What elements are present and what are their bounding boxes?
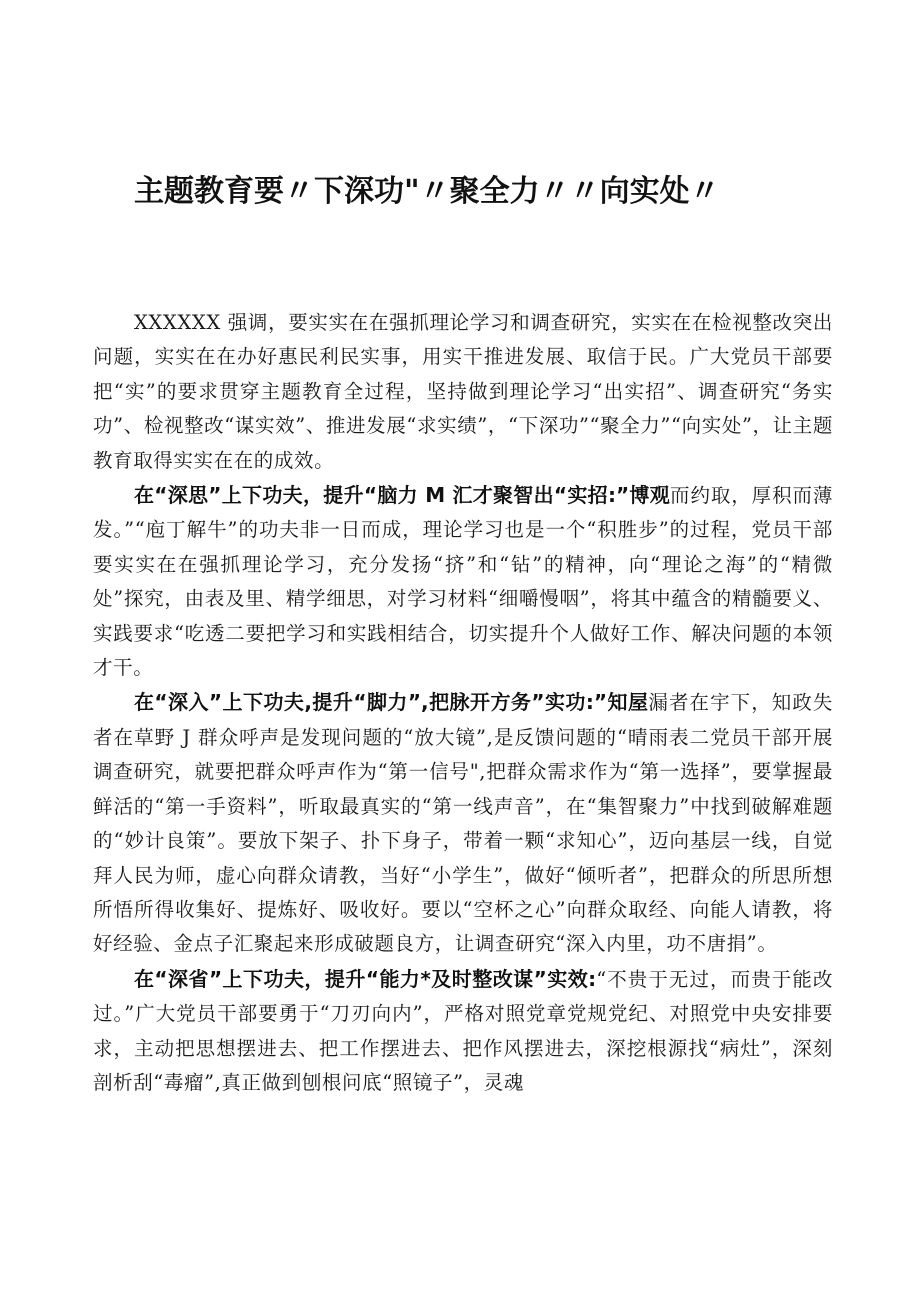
document-body [93,306,833,1100]
paragraph-deep-reflection-lead: 在“深省”上下功夫，提升“能力*及时整改谋”实效: [133,966,597,991]
paragraph-deep-thinking [93,478,833,685]
paragraph-deep-reflection [93,962,833,1101]
paragraph-deep-thinking-lead: 在“深思”上下功夫，提升“脑力 M 汇才聚智出“实招:”博观 [133,483,671,508]
paragraph-intro [93,306,833,478]
paragraph-deep-research [93,685,833,961]
paragraph-deep-thinking-text: 而约取，厚积而薄发。”“庖丁解牛”的功夫非一日而成，理论学习也是一个“积胜步”的过程，党员干部要实实在在强抓理论学习，充分发扬“挤”和“钻”的精神，向“理论之海”的“精微处”探究，由表及里、精学细思，对学习材料“细嚼慢咽”，将其中蕴含的精髓要义、实践要求“吃透二要把学习和实践相结合，切实提升个人做好工作、解决问题的本领才干。 [93,484,833,680]
paragraph-deep-research-text: 漏者在宇下，知政失者在草野 J 群众呼声是发现问题的“放大镜”,是反馈问题的“晴雨表二党员干部开展调查研究，就要把群众呼声作为“第一信号",把群众需求作为“第一选择”，要掌握最鲜活的“第一手资料”，听取最真实的“第一线声音”，在“集智聚力”中找到破解难题的“妙计良策”。要放下架子、扑下身子，带着一颗“求知心”，迈向基层一线，自觉拜人民为师，虚心向群众请教，当好“小学生”，做好“倾听者”，把群众的所思所想所悟所得收集好、提炼好、吸收好。要以“空杯之心”向群众取经、向能人请教，将好经验、金点子汇聚起来形成破题良方，让调查研究“深入内里，功不唐捐”。 [93,691,834,956]
paragraph-intro-text: XXXXXX 强调，要实实在在强抓理论学习和调查研究，实实在在检视整改突出问题，实实在在办好惠民利民实事，用实干推进发展、取信于民。广大党员干部要把“实”的要求贯穿主题教育全过程，坚持做到理论学习“出实招”、调查研究“务实功”、检视整改“谋实效”、推进发展“求实绩”，“下深功”“聚全力”“向实处”，让主题教育取得实实在在的成效。 [93,311,833,472]
paragraph-deep-research-lead: 在“深入”上下功夫,提升“脚力”,把脉开方务”实功:”知屋 [133,690,649,715]
document-title: 主题教育要〃下深功"〃聚全力〃〃向实处〃 [134,174,720,209]
paragraph-deep-reflection-text: “不贵于无过，而贵于能改过。”广大党员干部要勇于“刀刃向内”，严格对照党章党规党纪、对照党中央安排要求，主动把思想摆进去、把工作摆进去、把作风摆进去，深挖根源找“病灶”，深刻剖析刮“毒瘤”,真正做到刨根问底“照镜子”，灵魂 [93,967,833,1094]
